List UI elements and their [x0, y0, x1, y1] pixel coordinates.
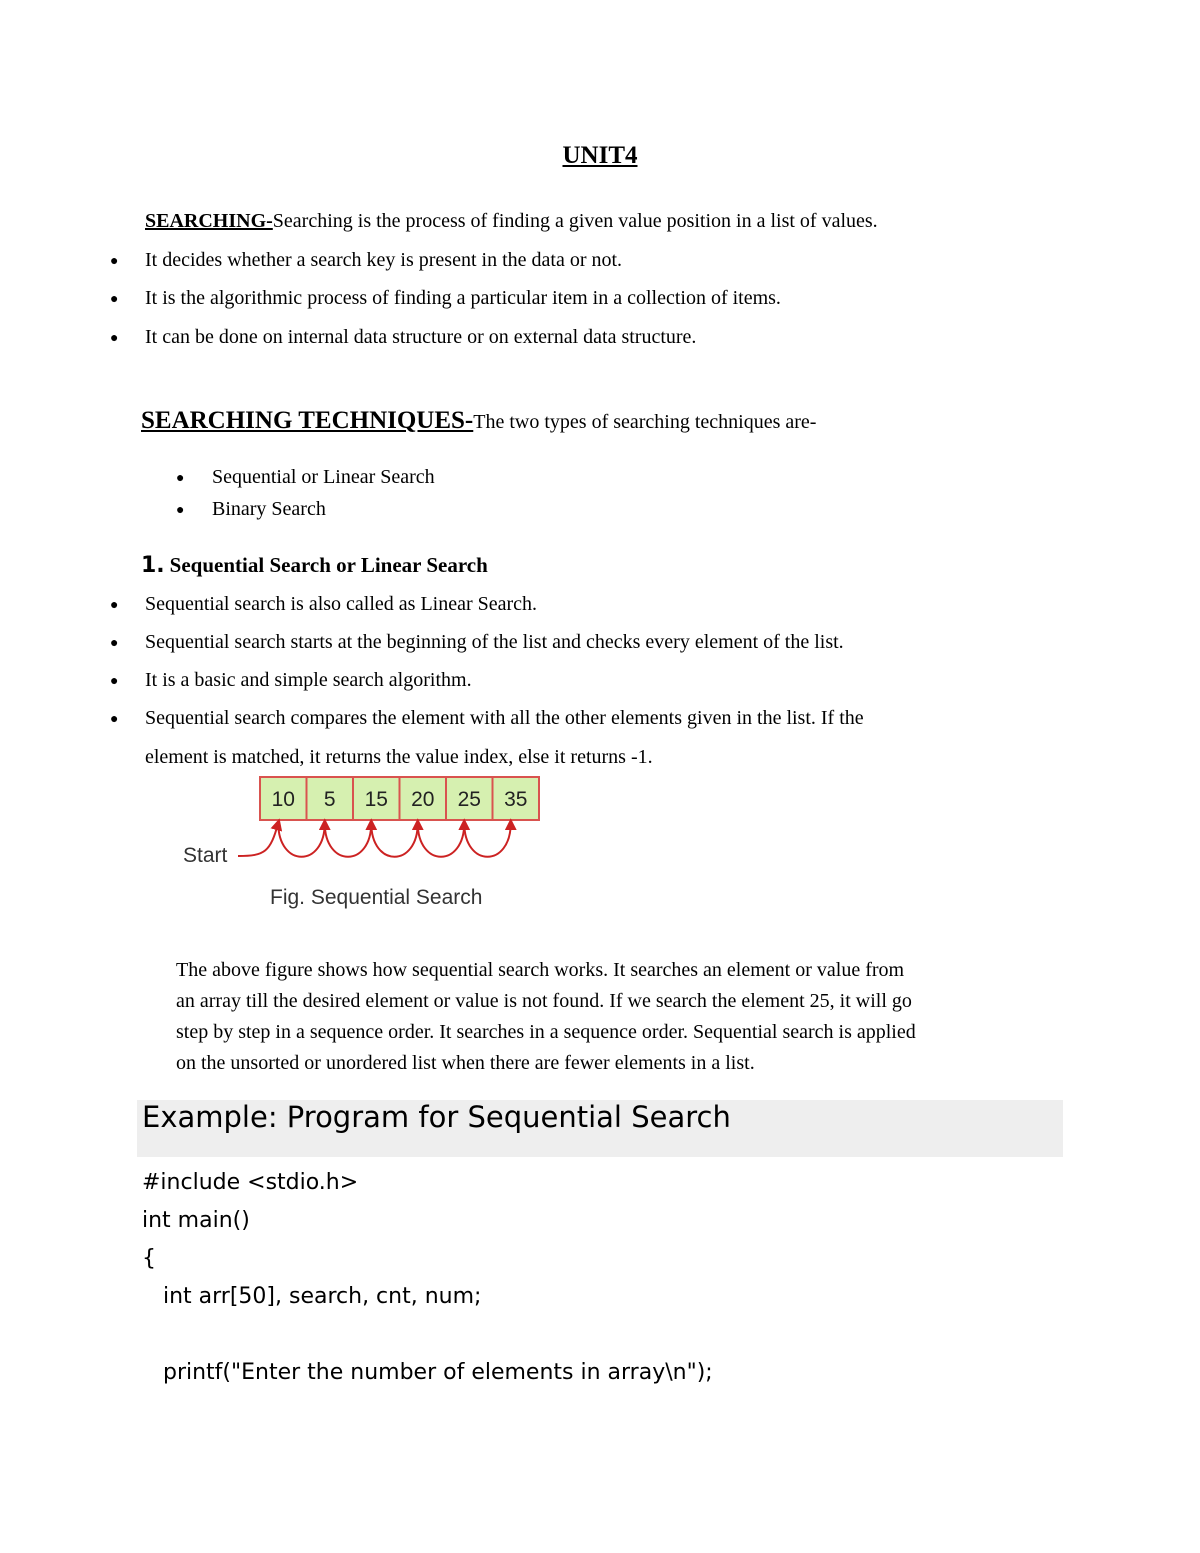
explanation-line: The above figure shows how sequential search works. It searches an element or value from: [176, 959, 905, 981]
searching-label: SEARCHING-: [145, 210, 273, 232]
searching-bullet: It decides whether a search key is present in the data or not.: [145, 249, 623, 271]
bullet-icon: ●: [110, 636, 119, 651]
bullet-icon: ●: [110, 254, 119, 269]
array-cell-value: 10: [271, 788, 295, 811]
explanation-line: on the unsorted or unordered list when there are fewer elements in a list.: [176, 1052, 755, 1074]
sequential-bullet: Sequential search starts at the beginning of the list and checks every element of the list.: [145, 631, 844, 653]
array-cell-value: 15: [364, 788, 388, 811]
explanation-line: an array till the desired element or value is not found. If we search the element 25, it will go: [176, 990, 912, 1012]
bullet-icon: ●: [110, 674, 119, 689]
array-cell-value: 5: [323, 788, 336, 811]
code-line: #include <stdio.h>: [142, 1170, 359, 1195]
bullet-icon: ●: [176, 471, 185, 486]
start-arrow: [238, 823, 278, 856]
techniques-label: SEARCHING TECHNIQUES-: [141, 407, 474, 434]
sequential-bullet: It is a basic and simple search algorithm.: [145, 669, 472, 691]
step-arrow: [278, 823, 325, 857]
step-arrow: [418, 823, 465, 857]
bullet-icon: ●: [176, 503, 185, 518]
array-cell-value: 25: [457, 788, 481, 811]
page-title: UNIT4: [562, 142, 638, 169]
sequential-heading: [141, 553, 488, 578]
techniques-intro: The two types of searching techniques are-: [473, 411, 817, 433]
array-cell-value: 35: [504, 788, 528, 811]
sequential-bullet: Sequential search compares the element with all the other elements given in the list. If the: [145, 707, 864, 729]
sequential-bullet-continuation: element is matched, it returns the value index, else it returns -1.: [145, 746, 653, 768]
searching-bullet: It can be done on internal data structure or on external data structure.: [145, 326, 697, 348]
technique-item: Binary Search: [212, 498, 326, 520]
array-cells: [260, 777, 539, 820]
section-number: 1.: [141, 553, 165, 578]
figure-caption: Fig. Sequential Search: [270, 886, 483, 909]
start-label: Start: [183, 844, 228, 867]
bullet-icon: ●: [110, 292, 119, 307]
step-arrows: [238, 823, 511, 857]
searching-definition: Searching is the process of finding a given value position in a list of values.: [272, 210, 878, 232]
sequential-search-figure: [170, 770, 570, 920]
bullet-icon: ●: [110, 598, 119, 613]
step-arrow: [464, 823, 511, 857]
code-line: printf("Enter the number of elements in array\n");: [142, 1360, 713, 1385]
code-line: int main(): [142, 1208, 250, 1233]
sequential-bullet: Sequential search is also called as Linear Search.: [145, 593, 538, 615]
explanation-paragraph: [176, 955, 916, 1079]
technique-item: Sequential or Linear Search: [212, 466, 435, 488]
searching-bullet: It is the algorithmic process of finding a particular item in a collection of items.: [145, 287, 781, 309]
searching-definition-line: [145, 210, 878, 233]
example-title: Example: Program for Sequential Search: [142, 1100, 731, 1134]
step-arrow: [371, 823, 418, 857]
bullet-icon: ●: [110, 331, 119, 346]
code-line: int arr[50], search, cnt, num;: [142, 1284, 482, 1309]
array-cell-value: 20: [411, 788, 435, 811]
techniques-heading-line: [141, 407, 816, 435]
step-arrow: [325, 823, 372, 857]
explanation-line: step by step in a sequence order. It searches in a sequence order. Sequential search is applied: [176, 1021, 916, 1043]
code-line: {: [142, 1246, 156, 1271]
bullet-icon: ●: [110, 712, 119, 727]
section-heading-text: Sequential Search or Linear Search: [169, 553, 488, 577]
